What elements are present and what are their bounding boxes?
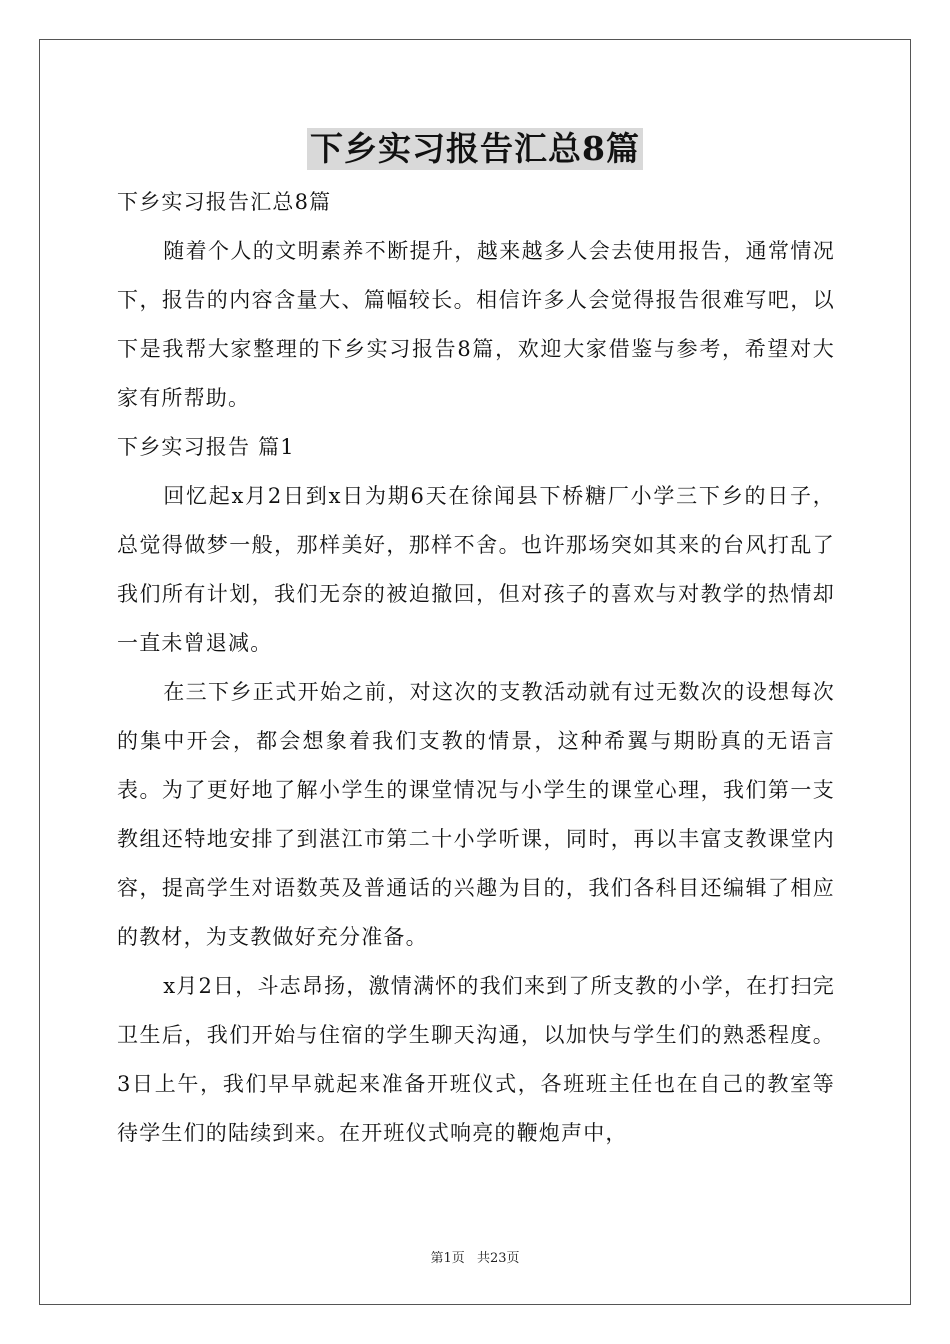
title-container (0, 128, 950, 170)
body-paragraph-2: 在三下乡正式开始之前，对这次的支教活动就有过无数次的设想每次的集中开会，都会想象着我们支教的情景，这种希翼与期盼真的无语言表。为了更好地了解小学生的课堂情况与小学生的课堂心理，我们第一支教组还特地安排了到湛江市第二十小学听课，同时，再以丰富支教课堂内容，提高学生对语数英及普通话的兴趣为目的，我们各科目还编辑了相应的教材，为支教做好充分准备。 (117, 680, 835, 949)
document-body (117, 178, 835, 1158)
document-subtitle: 下乡实习报告汇总8篇 (117, 190, 332, 214)
body-paragraph-3: x月2日，斗志昂扬，激情满怀的我们来到了所支教的小学，在打扫完卫生后，我们开始与住宿的学生聊天沟通，以加快与学生们的熟悉程度。3日上午，我们早早就起来准备开班仪式，各班班主任也在自己的教室等待学生们的陆续到来。在开班仪式响亮的鞭炮声中， (117, 974, 835, 1145)
page-footer (0, 1247, 950, 1266)
intro-paragraph: 随着个人的文明素养不断提升，越来越多人会去使用报告，通常情况下，报告的内容含量大、篇幅较长。相信许多人会觉得报告很难写吧，以下是我帮大家整理的下乡实习报告8篇，欢迎大家借鉴与参考，希望对大家有所帮助。 (117, 239, 835, 410)
section-heading: 下乡实习报告 篇1 (117, 435, 295, 459)
document-title: 下乡实习报告汇总8篇 (307, 128, 643, 170)
body-paragraph-1: 回忆起x月2日到x日为期6天在徐闻县下桥糖厂小学三下乡的日子，总觉得做梦一般，那样美好，那样不舍。也许那场突如其来的台风打乱了我们所有计划，我们无奈的被迫撤回，但对孩子的喜欢与对教学的热情却一直未曾退减。 (117, 484, 835, 655)
page-number: 第1页 (430, 1251, 465, 1266)
page-total: 共23页 (476, 1251, 520, 1266)
